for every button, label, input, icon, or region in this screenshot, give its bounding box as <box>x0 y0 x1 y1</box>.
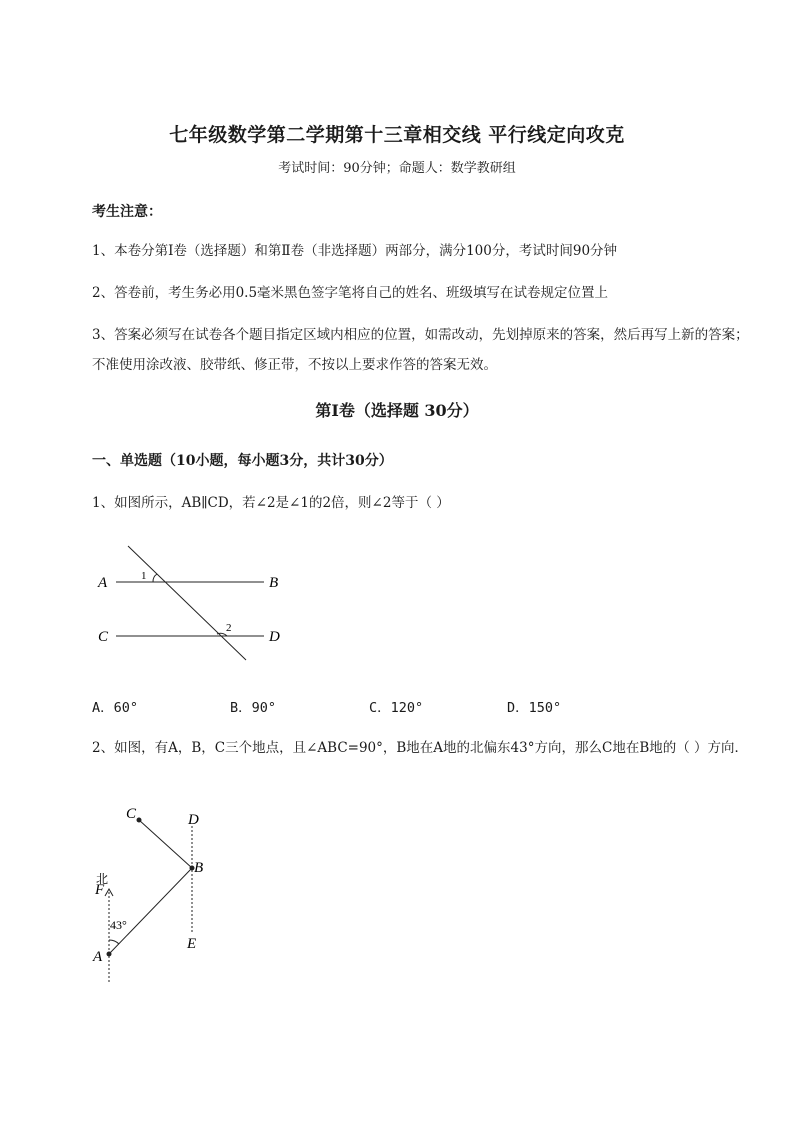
label-e: E <box>187 936 197 952</box>
question-2-text: 2、如图，有A，B，C三个地点，且∠ABC=90°，B地在A地的北偏东43°方向，那么C地在B地的（ ）方向． <box>92 740 749 756</box>
label-f: F <box>95 882 105 898</box>
label-b: B <box>194 860 204 876</box>
label-angle-2: 2 <box>226 622 232 634</box>
angle-43-arc <box>109 940 119 944</box>
label-angle-43: 43° <box>110 918 127 932</box>
q1-option-d[interactable]: D．150° <box>507 700 562 716</box>
question-1-figure <box>92 540 302 665</box>
label-a: A <box>93 949 103 965</box>
exam-info: 考试时间：90分钟；命题人：数学教研组 <box>278 161 516 176</box>
question-1-text: 1、如图所示，AB∥CD，若∠2是∠1的2倍，则∠2等于（ ） <box>92 495 450 511</box>
notice-item-1: 1、本卷分第I卷（选择题）和第Ⅱ卷（非选择题）两部分，满分100分，考试时间90分钟 <box>92 243 618 259</box>
section-title: 第I卷（选择题 30分） <box>315 401 479 420</box>
label-d: D <box>269 629 280 645</box>
point-c <box>137 818 142 823</box>
label-b: B <box>269 575 279 591</box>
label-angle-1: 1 <box>141 570 147 582</box>
line-ab <box>109 868 192 954</box>
page-title: 七年级数学第二学期第十三章相交线 平行线定向攻克 <box>169 124 625 146</box>
angle-1-arc <box>153 574 157 582</box>
notice-item-3: 3、答案必须写在试卷各个题目指定区域内相应的位置，如需改动，先划掉原来的答案，然后再写上新的答案；不准使用涂改液、胶带纸、修正带，不按以上要求作答的答案无效。 <box>92 327 749 373</box>
label-d: D <box>188 812 199 828</box>
label-c: C <box>126 806 137 822</box>
question-2-figure <box>86 800 226 990</box>
q1-option-b[interactable]: B．90° <box>230 700 277 716</box>
q1-option-c[interactable]: C．120° <box>369 700 424 716</box>
label-north: 北 <box>96 872 109 886</box>
label-a: A <box>98 575 108 591</box>
line-bc <box>139 820 192 868</box>
q1-option-a[interactable]: A．60° <box>92 700 139 716</box>
notice-heading: 考生注意： <box>92 204 162 220</box>
transversal <box>128 546 246 660</box>
part-heading: 一、单选题（10小题，每小题3分，共计30分） <box>92 453 393 469</box>
notice-item-2: 2、答卷前，考生务必用0.5毫米黑色签字笔将自己的姓名、班级填写在试卷规定位置上 <box>92 285 609 301</box>
point-a <box>107 952 112 957</box>
label-c: C <box>98 629 109 645</box>
